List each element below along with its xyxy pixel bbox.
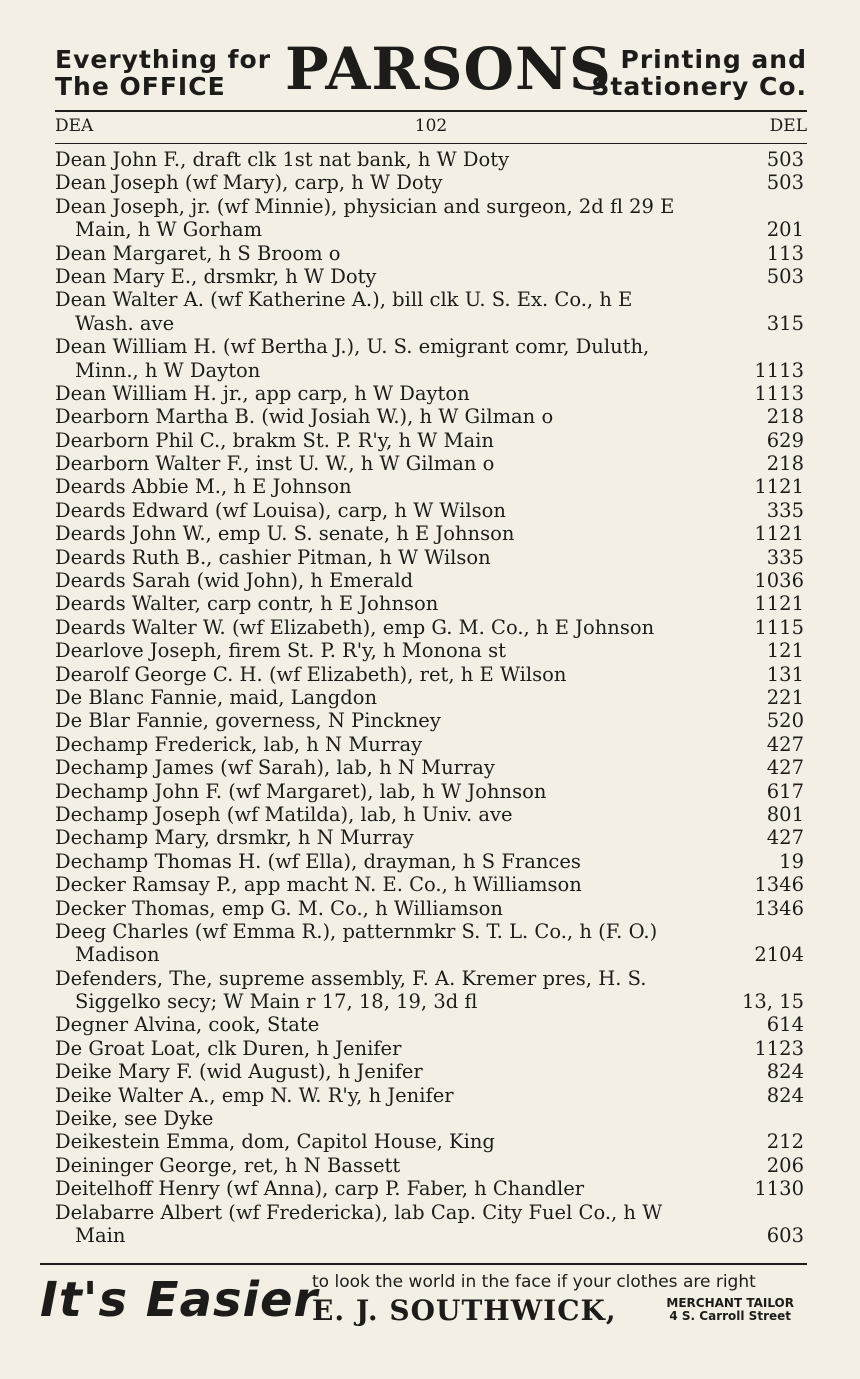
entry-continuation-line xyxy=(55,990,804,1013)
entry-text: Dechamp John F. (wf Margaret), lab, h W Johnson xyxy=(55,779,547,803)
entry-house-number: 603 xyxy=(766,1223,804,1247)
entry-text: Deitelhoff Henry (wf Anna), carp P. Faber, h Chandler xyxy=(55,1177,585,1201)
entry-text: Deards Walter, carp contr, h E Johnson xyxy=(55,592,439,616)
entry-text: Dechamp Mary, drsmkr, h N Murray xyxy=(55,826,414,850)
entry-text: Deeg Charles (wf Emma R.), patternmkr S. T. L. Co., h (F. O.) xyxy=(55,919,658,943)
footer-ad-title-block xyxy=(666,1297,794,1323)
entry-text: Deike Mary F. (wid August), h Jenifer xyxy=(55,1060,423,1084)
entry-house-number: 1036 xyxy=(754,569,804,593)
entry-text: Dechamp Thomas H. (wf Ella), drayman, h S Frances xyxy=(55,849,581,873)
entry-text: Main xyxy=(75,1223,126,1247)
header-rule xyxy=(55,110,807,112)
entry-house-number: 212 xyxy=(766,1130,804,1154)
entry-text: Dechamp James (wf Sarah), lab, h N Murray xyxy=(55,756,495,780)
entry-text: Minn., h W Dayton xyxy=(75,358,261,382)
entry-line xyxy=(55,756,804,779)
entry-house-number: 629 xyxy=(766,428,804,452)
header-ad-right xyxy=(591,46,807,100)
entry-text: Deards Ruth B., cashier Pitman, h W Wilson xyxy=(55,545,491,569)
entry-house-number: 614 xyxy=(766,1013,804,1037)
entry-line xyxy=(55,663,804,686)
directory-entries xyxy=(55,148,804,1247)
entry-continuation-line xyxy=(55,359,804,382)
header-advertisement xyxy=(55,35,807,106)
entry-text: Dearborn Walter F., inst U. W., h W Gilman o xyxy=(55,452,495,476)
directory-entry xyxy=(55,850,804,873)
entry-text: De Groat Loat, clk Duren, h Jenifer xyxy=(55,1036,402,1060)
entry-text: Dean William H. jr., app carp, h W Dayton xyxy=(55,381,470,405)
entry-line xyxy=(55,1037,804,1060)
directory-entry xyxy=(55,1201,804,1248)
footer-ad-headline: It's Easier xyxy=(40,1272,319,1328)
entry-house-number: 1130 xyxy=(754,1177,804,1201)
entry-text: Defenders, The, supreme assembly, F. A. Kremer pres, H. S. xyxy=(55,966,647,990)
entry-text: Dearborn Martha B. (wid Josiah W.), h W Gilman o xyxy=(55,405,554,429)
entry-house-number: 1346 xyxy=(754,896,804,920)
directory-entry xyxy=(55,1013,804,1036)
entry-line xyxy=(55,1107,804,1130)
entry-line xyxy=(55,569,804,592)
directory-entry xyxy=(55,1084,804,1107)
directory-entry xyxy=(55,1060,804,1083)
entry-house-number: 131 xyxy=(766,662,804,686)
entry-text: Dean Walter A. (wf Katherine A.), bill clk U. S. Ex. Co., h E xyxy=(55,288,633,312)
directory-entry xyxy=(55,967,804,1014)
entry-text: Decker Ramsay P., app macht N. E. Co., h Williamson xyxy=(55,873,582,897)
entry-house-number: 1123 xyxy=(754,1036,804,1060)
header-ad-left-line1: Everything for xyxy=(55,45,272,74)
entry-house-number: 19 xyxy=(779,849,804,873)
entry-line xyxy=(55,1154,804,1177)
entry-line xyxy=(55,920,804,943)
entry-house-number: 201 xyxy=(766,218,804,242)
directory-entry xyxy=(55,826,804,849)
entry-text: Dean John F., draft clk 1st nat bank, h W Doty xyxy=(55,148,510,171)
entry-line xyxy=(55,265,804,288)
entry-house-number: 218 xyxy=(766,452,804,476)
entry-text: Dean Joseph, jr. (wf Minnie), physician and surgeon, 2d fl 29 E xyxy=(55,194,675,218)
directory-entry xyxy=(55,499,804,522)
footer-rule xyxy=(40,1263,807,1265)
directory-entry xyxy=(55,803,804,826)
entry-line xyxy=(55,1130,804,1153)
header-ad-brand: PARSONS xyxy=(285,35,612,103)
entry-text: Dearolf George C. H. (wf Elizabeth), ret, h E Wilson xyxy=(55,662,567,686)
entry-line xyxy=(55,499,804,522)
footer-ad-tagline: to look the world in the face if your clothes are right xyxy=(312,1272,756,1292)
directory-entry xyxy=(55,1037,804,1060)
entry-continuation-line xyxy=(55,943,804,966)
entry-text: Deards John W., emp U. S. senate, h E Johnson xyxy=(55,522,515,546)
entry-text: Decker Thomas, emp G. M. Co., h Williamson xyxy=(55,896,503,920)
directory-entry xyxy=(55,920,804,967)
entry-line xyxy=(55,709,804,732)
directory-entry xyxy=(55,592,804,615)
entry-line xyxy=(55,639,804,662)
entry-continuation-line xyxy=(55,312,804,335)
entry-line xyxy=(55,897,804,920)
entry-house-number: 1115 xyxy=(754,615,804,639)
entry-line xyxy=(55,803,804,826)
directory-entry xyxy=(55,242,804,265)
entry-house-number: 315 xyxy=(766,311,804,335)
entry-continuation-line xyxy=(55,218,804,241)
entry-line xyxy=(55,288,804,311)
entry-text: Deards Abbie M., h E Johnson xyxy=(55,475,352,499)
entry-house-number: 121 xyxy=(766,639,804,663)
directory-entry xyxy=(55,780,804,803)
entry-text: Delabarre Albert (wf Fredericka), lab Cap. City Fuel Co., h W xyxy=(55,1200,663,1224)
entry-house-number: 1121 xyxy=(754,592,804,616)
entry-text: Dean Mary E., drsmkr, h W Doty xyxy=(55,264,377,288)
entry-house-number: 427 xyxy=(766,756,804,780)
entry-line xyxy=(55,475,804,498)
footer-ad-name: E. J. SOUTHWICK, xyxy=(312,1294,617,1327)
entry-text: Siggelko secy; W Main r 17, 18, 19, 3d fl xyxy=(75,990,478,1014)
entry-house-number: 617 xyxy=(766,779,804,803)
directory-entry xyxy=(55,452,804,475)
directory-entry xyxy=(55,1130,804,1153)
directory-entry xyxy=(55,686,804,709)
header-ad-left xyxy=(55,46,271,100)
entry-house-number: 1121 xyxy=(754,522,804,546)
directory-entry xyxy=(55,873,804,896)
entry-house-number: 824 xyxy=(766,1060,804,1084)
entry-text: Dearlove Joseph, firem St. P. R'y, h Monona st xyxy=(55,639,506,663)
directory-entry xyxy=(55,382,804,405)
entry-line xyxy=(55,242,804,265)
entry-line xyxy=(55,686,804,709)
entry-line xyxy=(55,1084,804,1107)
entry-line xyxy=(55,616,804,639)
entry-text: Deikestein Emma, dom, Capitol House, King xyxy=(55,1130,495,1154)
entry-house-number: 1113 xyxy=(754,358,804,382)
directory-entry xyxy=(55,1154,804,1177)
running-head-rule xyxy=(55,143,807,144)
footer-advertisement xyxy=(40,1268,800,1338)
entry-text: Wash. ave xyxy=(75,311,175,335)
directory-entry xyxy=(55,195,804,242)
entry-line xyxy=(55,873,804,896)
directory-entry xyxy=(55,639,804,662)
entry-house-number: 218 xyxy=(766,405,804,429)
entry-text: Deards Walter W. (wf Elizabeth), emp G. M. Co., h E Johnson xyxy=(55,615,655,639)
entry-line xyxy=(55,780,804,803)
entry-house-number: 801 xyxy=(766,802,804,826)
entry-line xyxy=(55,733,804,756)
directory-entry xyxy=(55,148,804,171)
entry-line xyxy=(55,148,804,171)
entry-text: De Blar Fannie, governess, N Pinckney xyxy=(55,709,441,733)
entry-line xyxy=(55,1201,804,1224)
page-number: 102 xyxy=(414,116,448,136)
entry-house-number: 113 xyxy=(766,241,804,265)
directory-entry xyxy=(55,1177,804,1200)
entry-house-number: 503 xyxy=(766,171,804,195)
directory-entry xyxy=(55,569,804,592)
header-ad-right-line2: Stationery Co. xyxy=(591,72,807,101)
footer-ad-title: MERCHANT TAILOR xyxy=(666,1296,794,1310)
directory-entry xyxy=(55,405,804,428)
directory-entry xyxy=(55,733,804,756)
entry-line xyxy=(55,195,804,218)
entry-line xyxy=(55,592,804,615)
entry-text: Deike Walter A., emp N. W. R'y, h Jenifer xyxy=(55,1083,454,1107)
entry-house-number: 1346 xyxy=(754,873,804,897)
entry-house-number: 427 xyxy=(766,826,804,850)
directory-entry xyxy=(55,475,804,498)
entry-line xyxy=(55,850,804,873)
entry-line xyxy=(55,1177,804,1200)
directory-entry xyxy=(55,897,804,920)
entry-text: Deards Edward (wf Louisa), carp, h W Wilson xyxy=(55,498,506,522)
entry-text: Madison xyxy=(75,943,160,967)
entry-line xyxy=(55,405,804,428)
entry-text: Deike, see Dyke xyxy=(55,1107,214,1131)
directory-entry xyxy=(55,522,804,545)
entry-house-number: 221 xyxy=(766,685,804,709)
entry-text: Dearborn Phil C., brakm St. P. R'y, h W Main xyxy=(55,428,494,452)
entry-continuation-line xyxy=(55,1224,804,1247)
entry-house-number: 1121 xyxy=(754,475,804,499)
running-head-right: DEL xyxy=(769,116,807,136)
entry-house-number: 503 xyxy=(766,148,804,171)
directory-entry xyxy=(55,1107,804,1130)
entry-line xyxy=(55,967,804,990)
entry-house-number: 427 xyxy=(766,732,804,756)
header-ad-left-line2: The OFFICE xyxy=(55,72,226,101)
entry-line xyxy=(55,1060,804,1083)
entry-line xyxy=(55,452,804,475)
entry-text: De Blanc Fannie, maid, Langdon xyxy=(55,685,377,709)
entry-house-number: 2104 xyxy=(754,943,804,967)
entry-house-number: 1113 xyxy=(754,381,804,405)
entry-house-number: 206 xyxy=(766,1153,804,1177)
directory-entry xyxy=(55,265,804,288)
directory-entry xyxy=(55,616,804,639)
directory-entry xyxy=(55,546,804,569)
entry-house-number: 503 xyxy=(766,264,804,288)
entry-line xyxy=(55,546,804,569)
directory-entry xyxy=(55,756,804,779)
entry-text: Deininger George, ret, h N Bassett xyxy=(55,1153,401,1177)
entry-line xyxy=(55,382,804,405)
directory-entry xyxy=(55,335,804,382)
entry-line xyxy=(55,1013,804,1036)
entry-house-number: 335 xyxy=(766,545,804,569)
directory-entry xyxy=(55,288,804,335)
directory-entry xyxy=(55,709,804,732)
directory-entry xyxy=(55,663,804,686)
entry-text: Dean William H. (wf Bertha J.), U. S. emigrant comr, Duluth, xyxy=(55,335,650,359)
entry-text: Dean Joseph (wf Mary), carp, h W Doty xyxy=(55,171,443,195)
entry-text: Degner Alvina, cook, State xyxy=(55,1013,320,1037)
entry-house-number: 824 xyxy=(766,1083,804,1107)
entry-line xyxy=(55,335,804,358)
entry-house-number: 335 xyxy=(766,498,804,522)
entry-house-number: 520 xyxy=(766,709,804,733)
entry-text: Dechamp Joseph (wf Matilda), lab, h Univ. ave xyxy=(55,802,513,826)
entry-line xyxy=(55,171,804,194)
entry-house-number: 13, 15 xyxy=(741,990,804,1014)
directory-entry xyxy=(55,429,804,452)
entry-text: Deards Sarah (wid John), h Emerald xyxy=(55,569,414,593)
running-head xyxy=(55,116,807,138)
footer-ad-address: 4 S. Carroll Street xyxy=(669,1309,791,1323)
running-head-left: DEA xyxy=(55,116,94,136)
entry-line xyxy=(55,522,804,545)
header-ad-right-line1: Printing and xyxy=(620,45,807,74)
entry-line xyxy=(55,826,804,849)
entry-text: Main, h W Gorham xyxy=(75,218,263,242)
directory-entry xyxy=(55,171,804,194)
entry-text: Dechamp Frederick, lab, h N Murray xyxy=(55,732,423,756)
entry-line xyxy=(55,429,804,452)
entry-text: Dean Margaret, h S Broom o xyxy=(55,241,341,265)
